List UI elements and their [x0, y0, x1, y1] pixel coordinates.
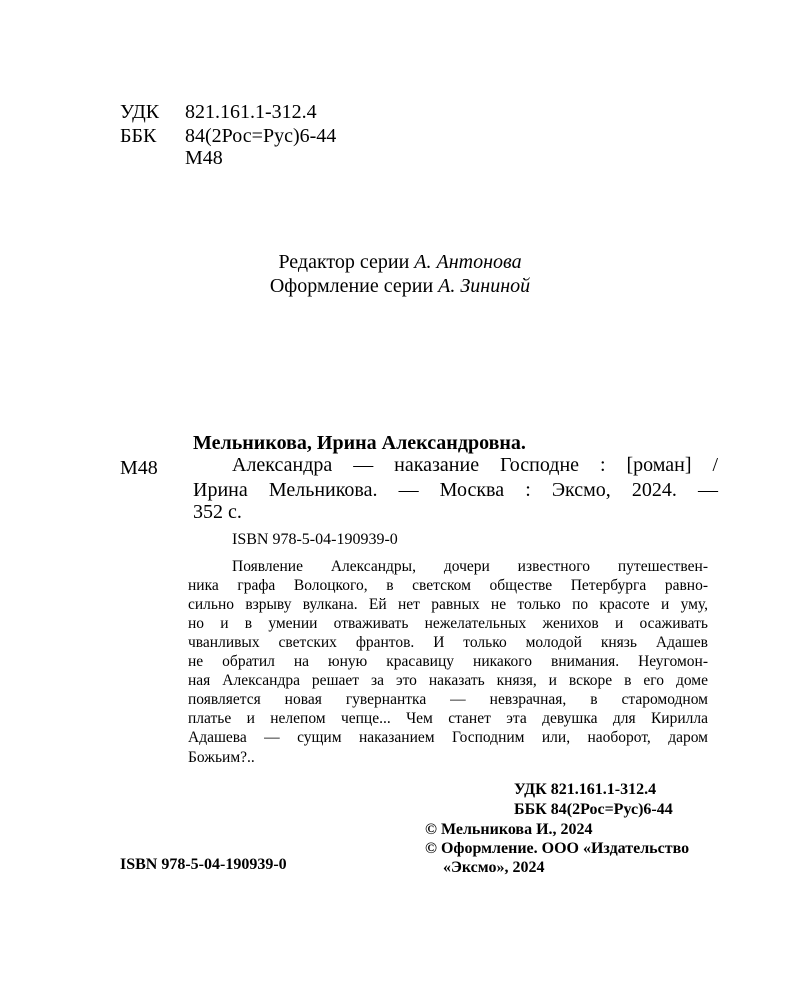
series-design-line: [0, 274, 800, 298]
series-editor-line: [0, 250, 800, 274]
copyright-publisher: «Эксмо», 2024: [443, 859, 545, 876]
bottom-udk: УДК 821.161.1-312.4: [514, 781, 657, 798]
annotation-line: появляется новая гувернантка — невзрачная, в старомодном: [188, 691, 708, 708]
annotation-line: Появление Александры, дочери известного путешествен-: [232, 558, 708, 575]
record-title-line: Александра — наказание Господне : [роман] /: [232, 454, 718, 476]
record-pages-line: 352 с.: [193, 501, 242, 523]
bbk-label: ББК: [120, 125, 157, 147]
series-editor-role: Редактор серии: [278, 251, 410, 273]
series-editor-name: А. Антонова: [414, 251, 522, 273]
annotation-line: сильно взрыву вулкана. Ей нет равных не только по красоте и уму,: [188, 596, 708, 613]
annotation-line: Адашева — сущим наказанием Господним или, наоборот, даром: [188, 729, 708, 746]
record-imprint-line: Ирина Мельникова. — Москва : Эксмо, 2024. —: [193, 479, 718, 501]
annotation-line: не обратил на юную красавицу никакого внимания. Неугомон-: [188, 653, 708, 670]
series-design-name: А. Зининой: [438, 275, 531, 297]
annotation-line: чванливых светских франтов. И только молодой князь Адашев: [188, 634, 708, 651]
annotation-line: Божьим?..: [188, 749, 255, 766]
annotation-line: но и в умении отваживать нежелательных женихов и осаживать: [188, 615, 708, 632]
annotation-line: ника графа Волоцкого, в светском обществе Петербурга равно-: [188, 577, 708, 594]
record-isbn: ISBN 978-5-04-190939-0: [232, 531, 398, 548]
copyright-design: © Оформление. ООО «Издательство: [425, 840, 690, 857]
author-heading: Мельникова, Ирина Александровна.: [193, 432, 526, 454]
bottom-bbk: ББК 84(2Рос=Рус)6-44: [514, 801, 673, 818]
copyright-author: © Мельникова И., 2024: [425, 821, 593, 838]
bottom-isbn: ISBN 978-5-04-190939-0: [120, 856, 287, 873]
udk-label: УДК: [120, 101, 160, 123]
author-sign: М48: [185, 147, 223, 169]
bbk-value: 84(2Рос=Рус)6-44: [185, 125, 337, 147]
annotation-line: ная Александра решает за это наказать князя, и вскоре в его доме: [188, 672, 708, 689]
annotation-line: платье и нелепом чепце... Чем станет эта девушка для Кирилла: [188, 710, 708, 727]
record-author-sign: М48: [120, 457, 158, 479]
udk-value: 821.161.1-312.4: [185, 101, 317, 123]
series-design-role: Оформление серии: [269, 275, 434, 297]
